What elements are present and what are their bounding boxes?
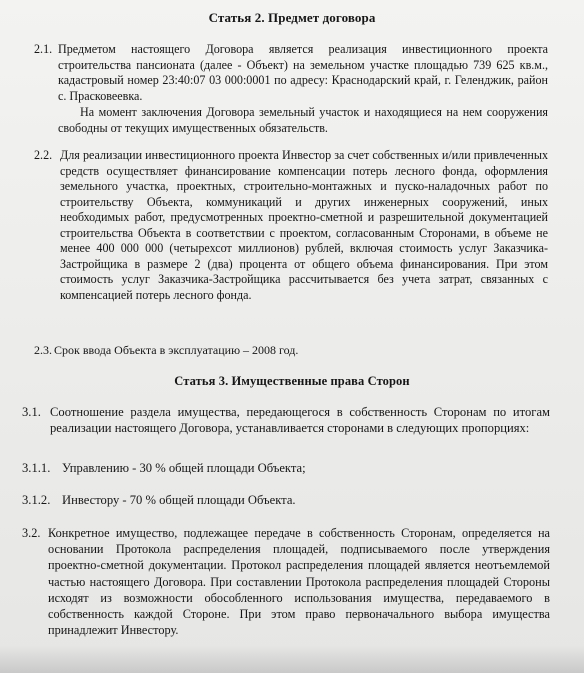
- clause-3-2: [22, 525, 550, 638]
- clause-3-1-2: [22, 493, 550, 509]
- clause-2-1: [34, 42, 548, 136]
- clause-3-2-text: Конкретное имущество, подлежащее передаче в собственность Сторонам, определяется на основании Протокола распределения площадей, подписываемого после утверждения проектно-сметной документации. Протокол распределения площадей является неотъемлемой частью настоящего Договора. При составлении Протокола распределения площадей Стороны исходят из возможности обособленного использования имущества, передаваемого в собственность каждой Стороне. При этом право первоначального выбора имущества принадлежит Инвестору.: [48, 526, 550, 638]
- clause-text: [58, 42, 548, 136]
- clause-number: 3.1.: [22, 405, 41, 419]
- article-3-title: Статья 3. Имущественные права Сторон: [174, 374, 410, 388]
- clause-number: 2.3.: [34, 343, 52, 357]
- clause-2-1-text-2: На момент заключения Договора земельный участок и находящиеся на нем сооружения свободны от текущих имущественных обязательств.: [58, 105, 548, 135]
- clause-2-2: [34, 148, 548, 303]
- clause-number: 3.1.1.: [22, 461, 51, 475]
- article-2-title: Статья 2. Предмет договора: [208, 10, 376, 25]
- clause-2-2-text: Для реализации инвестиционного проекта Инвестор за счет собственных и/или привлеченных средств осуществляет финансирование компенсации потерь лесного фонда, оформления земельного участка, проектных, строительно-монтажных и пуско-наладочных работ по строительству Объекта, коммуникаций и других инженерных сооружений, иных необходимых работ, предусмотренных проектно-сметной и разрешительной документацией строительства Объекта в соответствии с проектом, согласованным Сторонами, в объеме не менее 400 000 000 (четырехсот миллионов) рублей, включая стоимость услуг Заказчика-Застройщика в размере 2 (два) процента от общего объема финансирования. При этом стоимость услуг Заказчика-Застройщика рассчитывается без учета затрат, связанных с компенсацией потерь лесного фонда.: [60, 148, 548, 302]
- clause-3-1-text: Соотношение раздела имущества, передающегося в собственность Сторонам по итогам реализации настоящего Договора, устанавливается сторонами в следующих пропорциях:: [50, 405, 550, 435]
- clause-3-1-2-text: Инвестору - 70 % общей площади Объекта.: [62, 493, 296, 507]
- clause-number: 2.2.: [34, 148, 53, 162]
- clause-number: 3.2.: [22, 526, 41, 540]
- clause-number: 3.1.2.: [22, 493, 51, 507]
- clause-2-3: [34, 343, 548, 359]
- clause-3-1-1-text: Управлению - 30 % общей площади Объекта;: [62, 461, 306, 475]
- clause-3-1: [22, 404, 550, 436]
- clause-2-3-text: Срок ввода Объекта в эксплуатацию – 2008 год.: [54, 343, 299, 357]
- clause-number: 2.1.: [34, 42, 53, 56]
- clause-2-1-text: Предметом настоящего Договора является реализация инвестиционного проекта строительства пансионата (далее - Объект) на земельном участке площадью 739 625 кв.м., кадастровый номер 23:40:07 03 000:0001 по адресу: Краснодарский край, г. Геленджик, район с. Прасковеевка.: [58, 42, 548, 103]
- clause-3-1-1: [22, 461, 550, 477]
